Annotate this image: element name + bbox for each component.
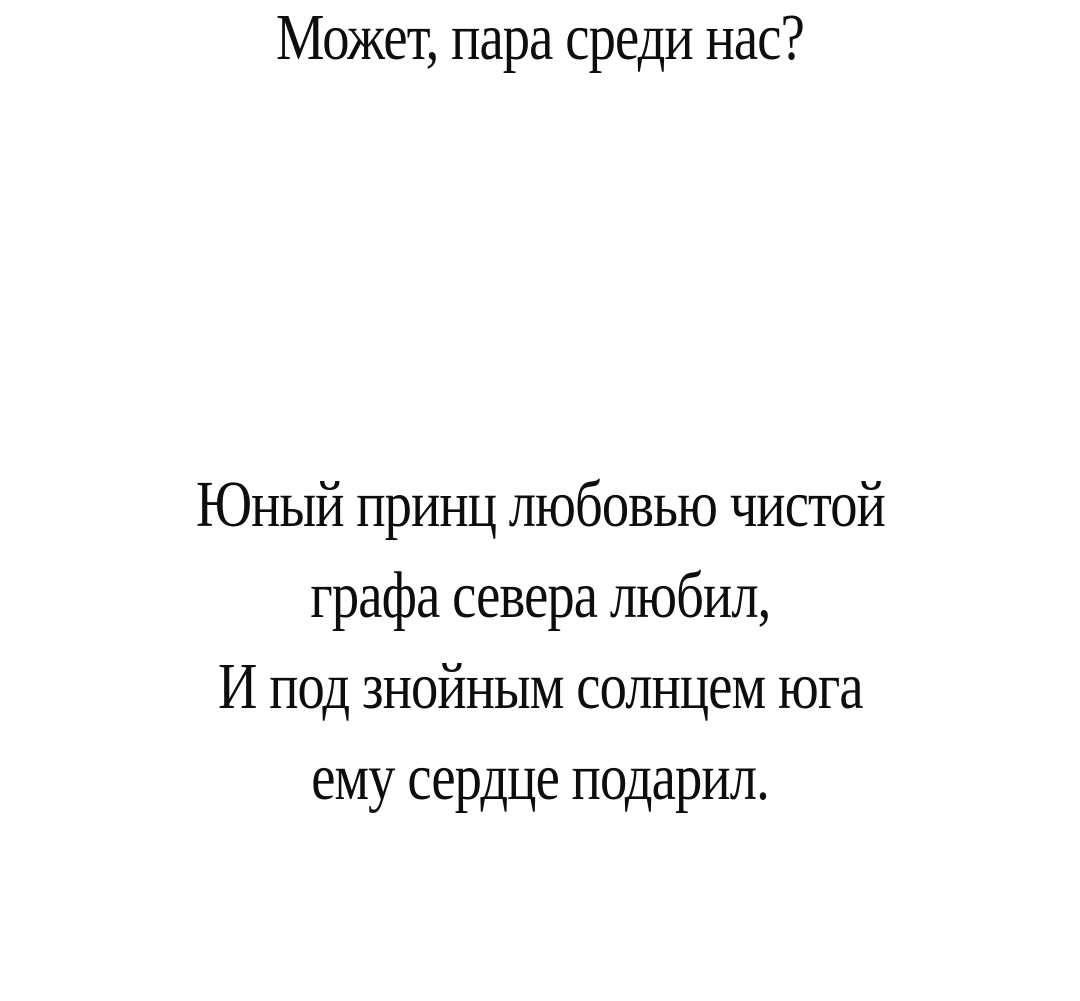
verse-line-text-1: Юный принц любовью чистой [195,468,885,542]
verse-line [0,642,1080,733]
verse-line-text-4: ему сердце подарил. [311,741,769,815]
title-line [0,0,1080,76]
verse-line-text-2: графа севера любил, [309,559,771,633]
title-text: Может, пара среди нас? [276,1,804,75]
verse-line [0,460,1080,551]
verse-line [0,733,1080,824]
verse-line-text-3: И под знойным солнцем юга [217,650,863,724]
verse-line [0,551,1080,642]
verse-block [0,460,1080,824]
